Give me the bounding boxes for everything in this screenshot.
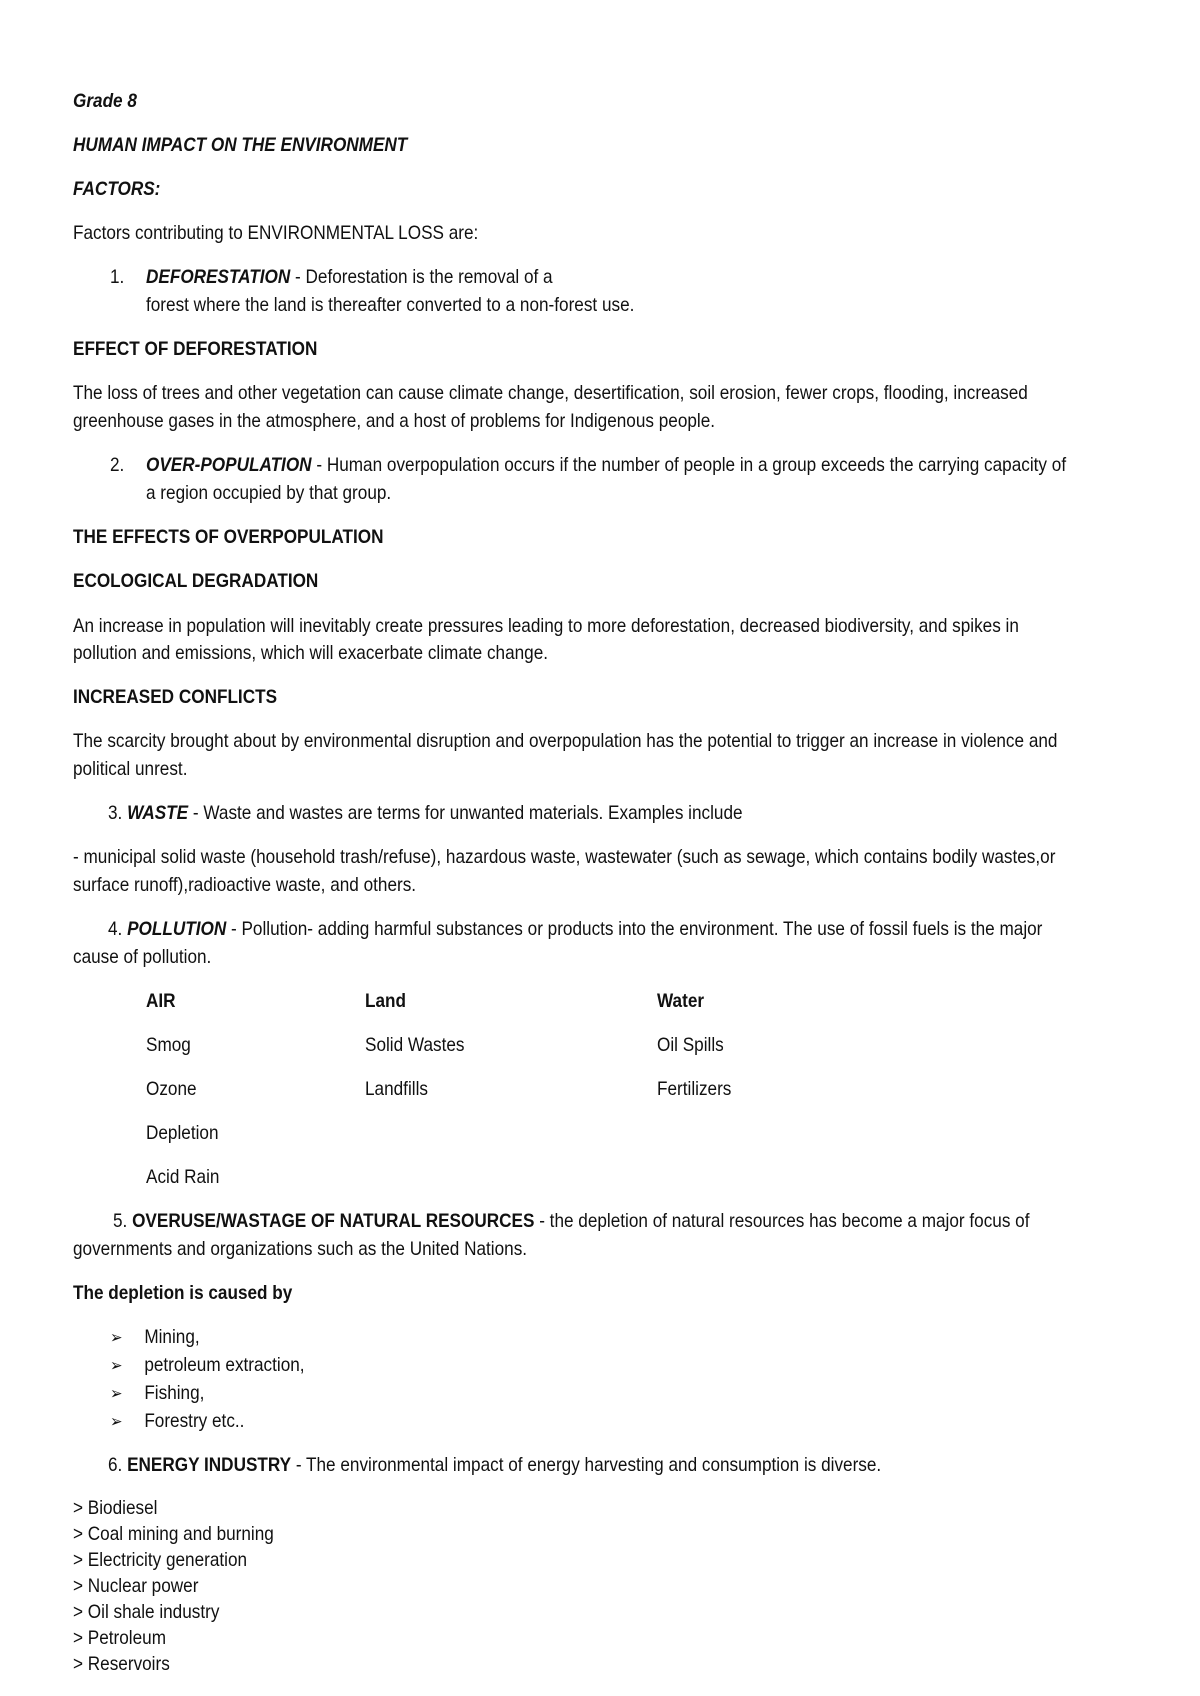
arrowhead-bullet-icon: ➢ bbox=[110, 1328, 123, 1347]
waste-examples-line1: - municipal solid waste (household trash/refuse), hazardous waste, wastewater (such as sewage, which contains bodily wastes,or bbox=[73, 846, 1056, 868]
item3-line bbox=[108, 799, 743, 827]
document-title: HUMAN IMPACT ON THE ENVIRONMENT bbox=[73, 134, 408, 156]
depletion-caused-by-heading: The depletion is caused by bbox=[73, 1282, 293, 1304]
table-cell: Depletion bbox=[146, 1122, 219, 1144]
table-cell: Smog bbox=[146, 1034, 191, 1056]
list-item: ➢ Mining, bbox=[110, 1323, 200, 1352]
list-item: > Coal mining and burning bbox=[73, 1523, 274, 1545]
factors-heading: FACTORS: bbox=[73, 178, 161, 200]
item6-text: - The environmental impact of energy harvesting and consumption is diverse. bbox=[291, 1454, 882, 1476]
waste-examples-line2: surface runoff),radioactive waste, and others. bbox=[73, 874, 417, 896]
item5-line1 bbox=[113, 1207, 1029, 1235]
ecological-degradation-line1: An increase in population will inevitably create pressures leading to more deforestation, decreased biodiversity, and spikes in bbox=[73, 615, 1019, 637]
item5-term: OVERUSE/WASTAGE OF NATURAL RESOURCES bbox=[132, 1210, 535, 1232]
item1-text-line2: forest where the land is thereafter converted to a non-forest use. bbox=[146, 294, 635, 316]
item5-text-line1: - the depletion of natural resources has become a major focus of bbox=[534, 1210, 1030, 1232]
list-item: > Oil shale industry bbox=[73, 1601, 220, 1623]
table-cell: Solid Wastes bbox=[365, 1034, 465, 1056]
table-cell: Ozone bbox=[146, 1078, 197, 1100]
list-item: ➢ petroleum extraction, bbox=[110, 1351, 305, 1380]
item4-text-line2: cause of pollution. bbox=[73, 946, 212, 968]
table-cell: Acid Rain bbox=[146, 1166, 220, 1188]
item1-line1 bbox=[146, 263, 553, 291]
item2-number: 2. bbox=[110, 454, 125, 476]
table-cell: Oil Spills bbox=[657, 1034, 724, 1056]
table-header-air: AIR bbox=[146, 990, 176, 1012]
list-item: > Petroleum bbox=[73, 1627, 167, 1649]
effects-overpopulation-heading: THE EFFECTS OF OVERPOPULATION bbox=[73, 526, 384, 548]
increased-conflicts-line1: The scarcity brought about by environmental disruption and overpopulation has the potential to trigger an increase in violence and bbox=[73, 730, 1058, 752]
arrowhead-bullet-icon: ➢ bbox=[110, 1412, 123, 1431]
effect-deforestation-line1: The loss of trees and other vegetation can cause climate change, desertification, soil erosion, fewer crops, flooding, increased bbox=[73, 382, 1028, 404]
item6-number: 6. bbox=[108, 1454, 123, 1476]
item3-text: - Waste and wastes are terms for unwanted materials. Examples include bbox=[188, 802, 743, 824]
item2-term: OVER-POPULATION bbox=[146, 454, 312, 476]
intro-text: Factors contributing to ENVIRONMENTAL LOSS are: bbox=[73, 222, 479, 244]
table-cell: Landfills bbox=[365, 1078, 428, 1100]
table-header-water: Water bbox=[657, 990, 705, 1012]
item1-number: 1. bbox=[110, 266, 125, 288]
item6-term: ENERGY INDUSTRY bbox=[127, 1454, 292, 1476]
item2-text-line2: a region occupied by that group. bbox=[146, 482, 392, 504]
list-item: > Nuclear power bbox=[73, 1575, 199, 1597]
ecological-degradation-line2: pollution and emissions, which will exacerbate climate change. bbox=[73, 642, 549, 664]
item1-text-line1: - Deforestation is the removal of a bbox=[290, 266, 553, 288]
item2-line1 bbox=[146, 451, 1066, 479]
arrowhead-bullet-icon: ➢ bbox=[110, 1356, 123, 1375]
item6-line bbox=[108, 1451, 881, 1479]
increased-conflicts-line2: political unrest. bbox=[73, 758, 188, 780]
item5-text-line2: governments and organizations such as the United Nations. bbox=[73, 1238, 528, 1260]
item4-text-line1: - Pollution- adding harmful substances or products into the environment. The use of fossil fuels is the major bbox=[226, 918, 1043, 940]
item4-line1 bbox=[108, 915, 1042, 943]
increased-conflicts-heading: INCREASED CONFLICTS bbox=[73, 686, 278, 708]
list-item: ➢ Forestry etc.. bbox=[110, 1407, 244, 1436]
table-cell: Fertilizers bbox=[657, 1078, 732, 1100]
ecological-degradation-heading: ECOLOGICAL DEGRADATION bbox=[73, 570, 319, 592]
item1-term: DEFORESTATION bbox=[146, 266, 291, 288]
list-item: > Reservoirs bbox=[73, 1653, 170, 1675]
list-item: > Electricity generation bbox=[73, 1549, 248, 1571]
item2-text-line1: - Human overpopulation occurs if the number of people in a group exceeds the carrying capacity of bbox=[311, 454, 1067, 476]
effect-deforestation-line2: greenhouse gases in the atmosphere, and a host of problems for Indigenous people. bbox=[73, 410, 716, 432]
item4-number: 4. bbox=[108, 918, 123, 940]
arrowhead-bullet-icon: ➢ bbox=[110, 1384, 123, 1403]
list-item: ➢ Fishing, bbox=[110, 1379, 204, 1408]
item5-number: 5. bbox=[113, 1210, 128, 1232]
list-item: > Biodiesel bbox=[73, 1497, 158, 1519]
item4-term: POLLUTION bbox=[127, 918, 227, 940]
item3-term: WASTE bbox=[127, 802, 189, 824]
effect-deforestation-heading: EFFECT OF DEFORESTATION bbox=[73, 338, 318, 360]
table-header-land: Land bbox=[365, 990, 407, 1012]
grade-label: Grade 8 bbox=[73, 90, 137, 112]
item3-number: 3. bbox=[108, 802, 123, 824]
